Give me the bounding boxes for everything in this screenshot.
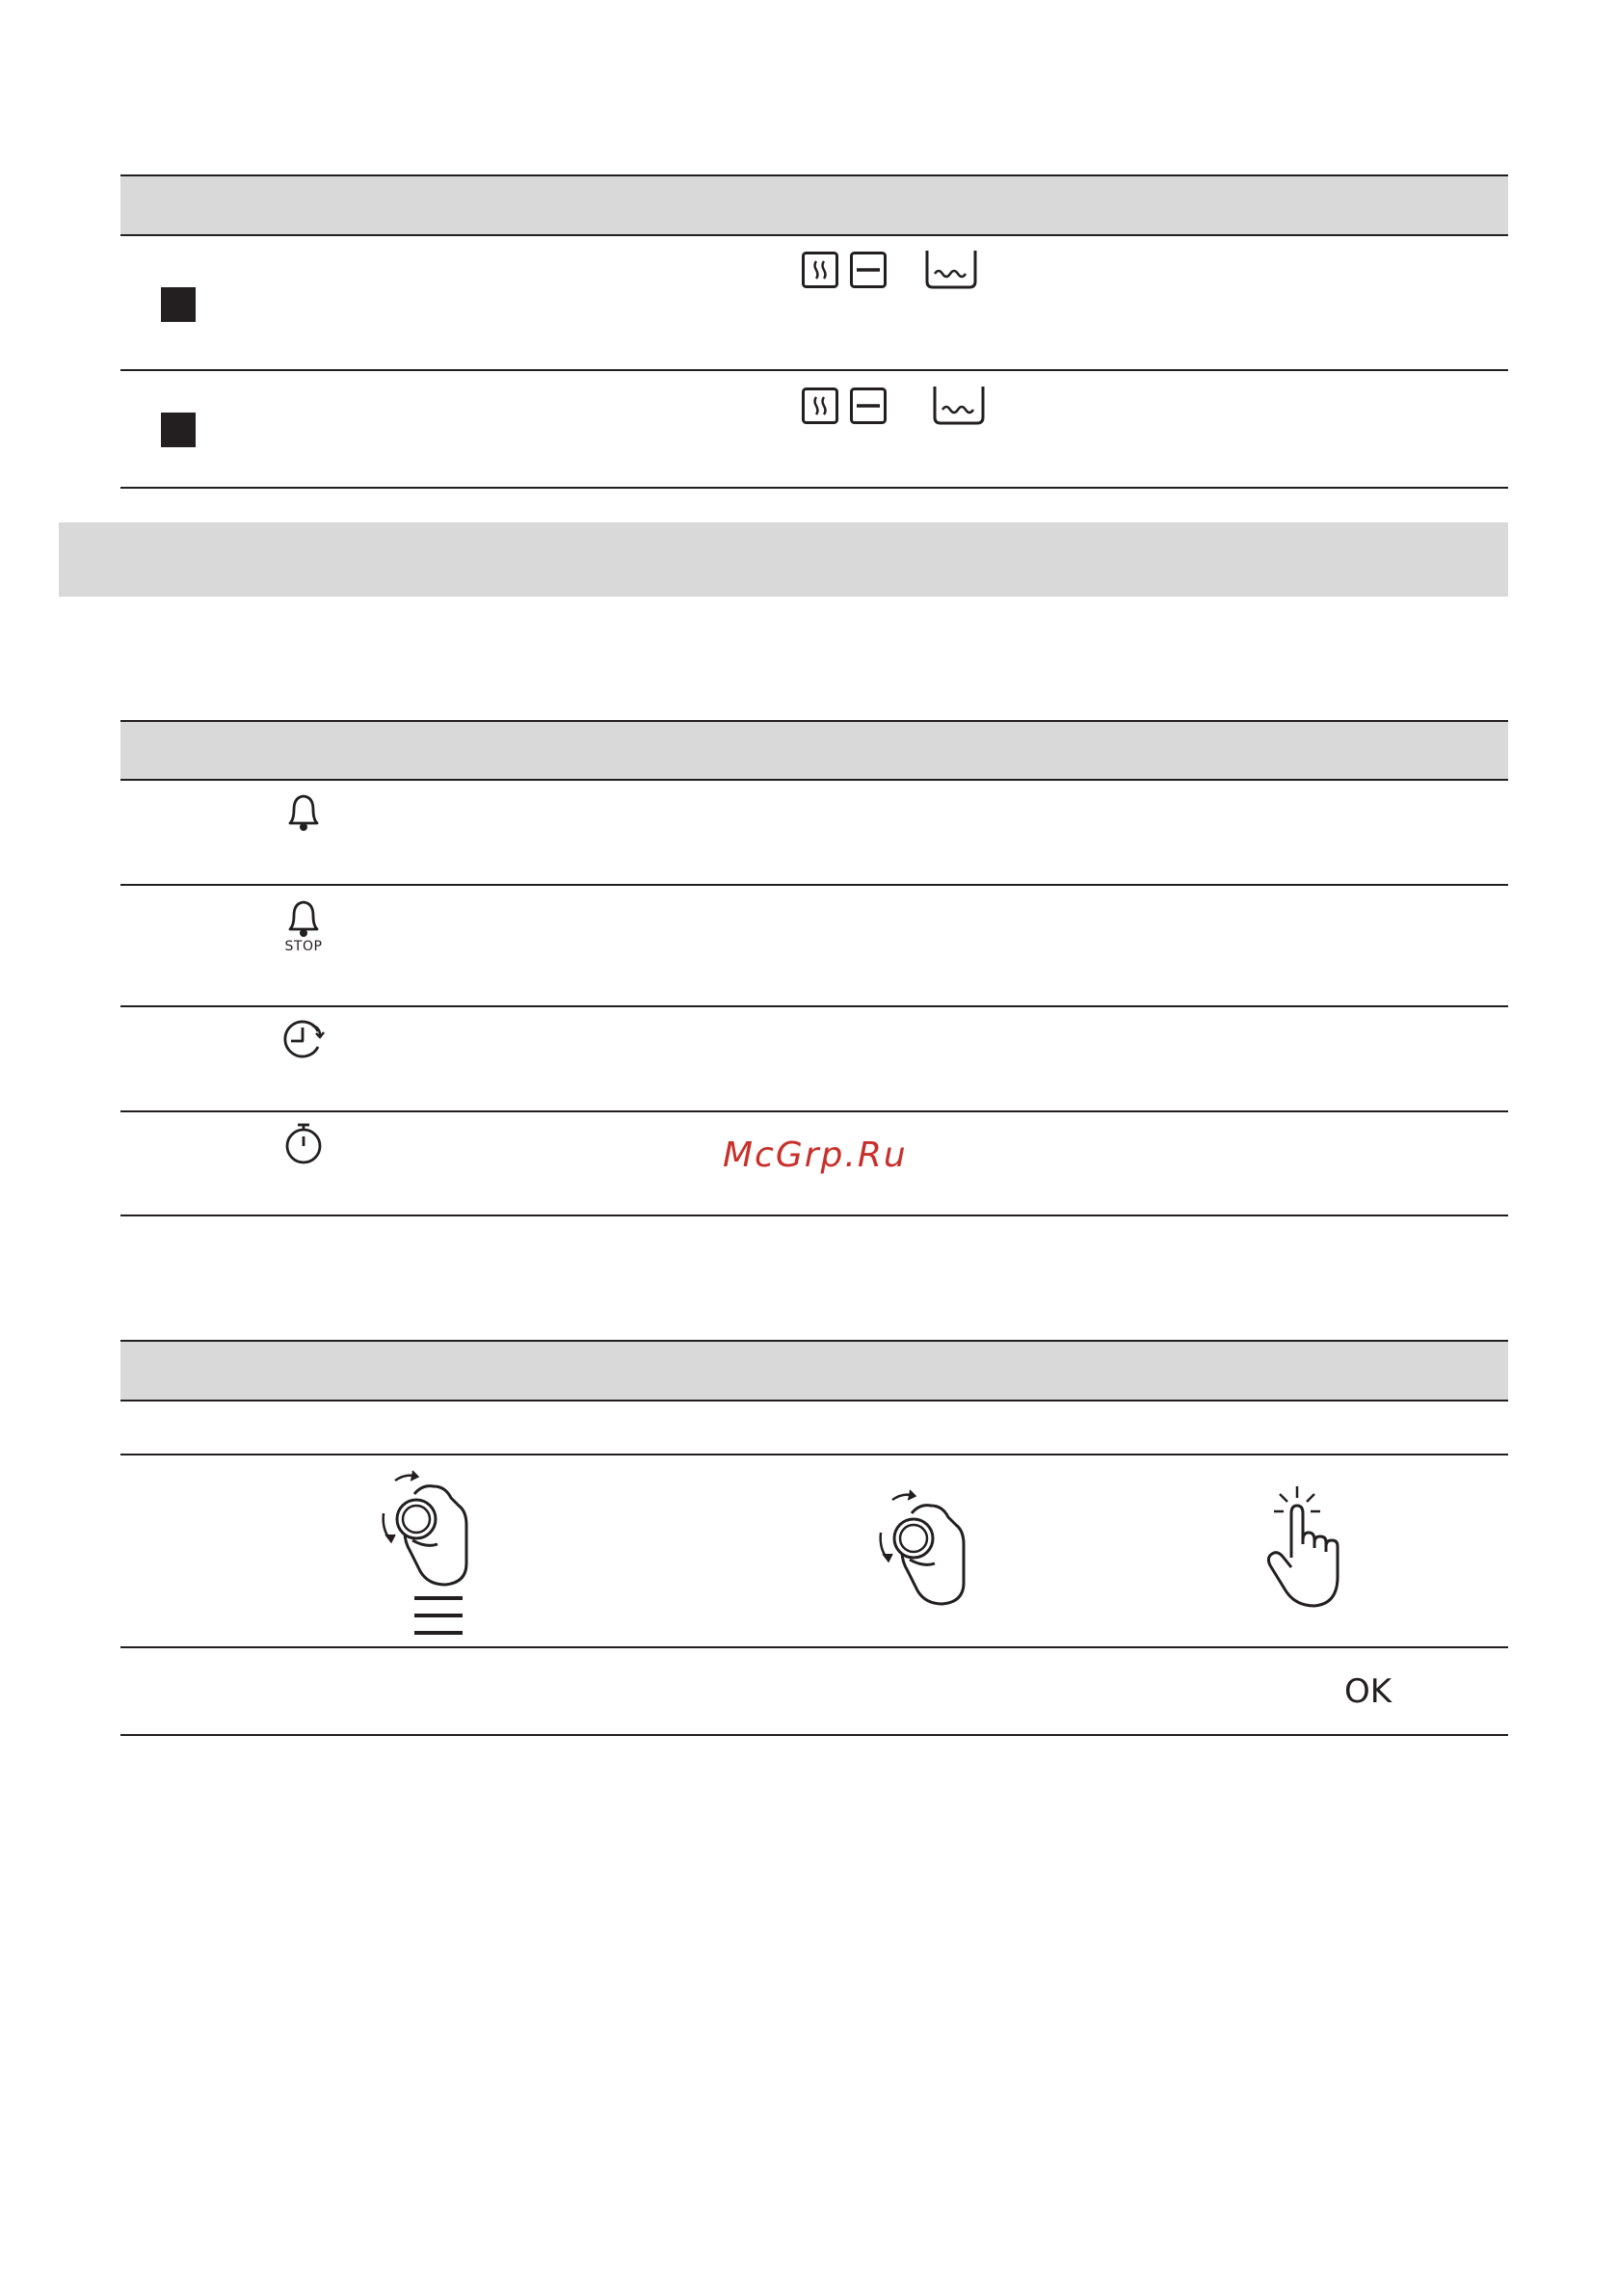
- table-2-header-rule: [120, 779, 1508, 781]
- water-tray-icon: [933, 385, 985, 425]
- menu-icon: [414, 1596, 463, 1635]
- grill-icon: [850, 252, 887, 288]
- table-2-row-rule: [120, 1005, 1508, 1007]
- table-1-header: [120, 175, 1508, 235]
- filled-square-marker: [161, 413, 196, 447]
- steam-icon: [802, 252, 838, 288]
- bell-stop-icon: [284, 898, 323, 941]
- table-3-row-rule: [120, 1454, 1508, 1455]
- table-1-bottom-rule: [120, 487, 1508, 489]
- table-1-row-rule: [120, 369, 1508, 371]
- stop-label: STOP: [284, 939, 323, 954]
- table-3-header-rule: [120, 1400, 1508, 1402]
- table-3-row-rule: [120, 1646, 1508, 1648]
- water-tray-icon: [925, 249, 977, 289]
- clock-delay-icon: [281, 1018, 328, 1060]
- steam-icon: [802, 387, 838, 424]
- table-2-row-rule: [120, 884, 1508, 886]
- table-3-bottom-rule: [120, 1734, 1508, 1736]
- table-2-top-rule: [120, 720, 1508, 722]
- stopwatch-icon: [283, 1121, 324, 1165]
- press-knob-icon: [1262, 1484, 1349, 1610]
- table-3-top-rule: [120, 1340, 1508, 1342]
- table-1-top-rule: [120, 174, 1508, 176]
- bell-icon: [284, 792, 323, 835]
- rotate-knob-icon: [374, 1467, 480, 1592]
- rotate-knob-icon: [871, 1486, 977, 1612]
- table-2-header: [120, 721, 1508, 780]
- section-heading-band: [59, 522, 1508, 597]
- table-2-bottom-rule: [120, 1215, 1508, 1216]
- ok-label: OK: [1344, 1672, 1393, 1711]
- table-2-row-rule: [120, 1110, 1508, 1112]
- table-1-header-rule: [120, 234, 1508, 236]
- table-3-header: [120, 1342, 1508, 1401]
- filled-square-marker: [161, 287, 196, 322]
- watermark: McGrp.Ru: [723, 1135, 908, 1175]
- grill-icon: [850, 387, 887, 424]
